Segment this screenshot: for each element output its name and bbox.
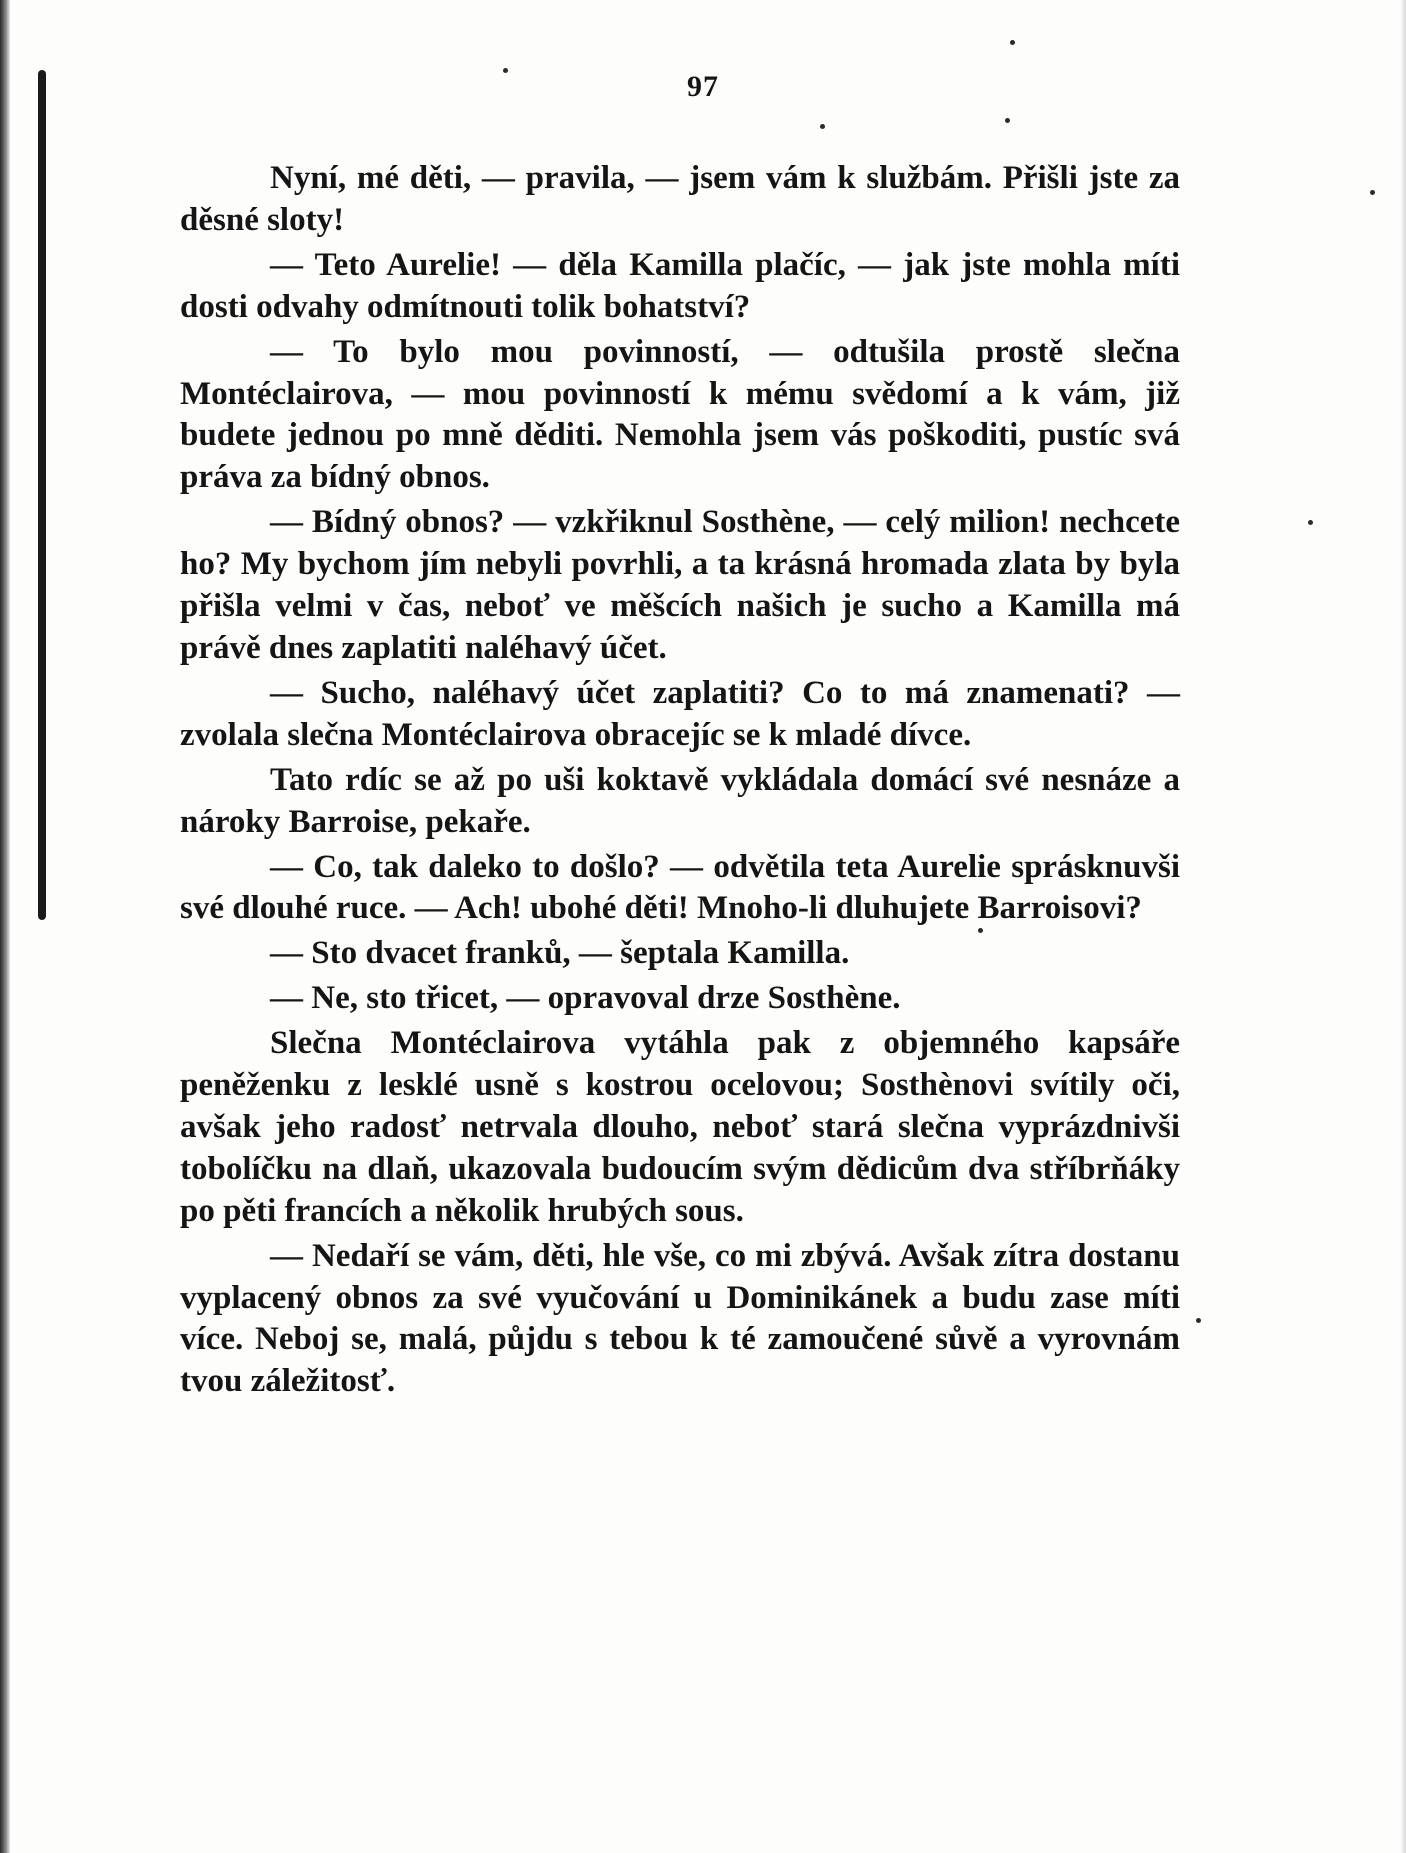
binding-shadow [38, 70, 46, 920]
page-number: 97 [687, 70, 719, 103]
paragraph: — To bylo mou povinností, — odtušila prostě slečna Montéclairova, — mou povinností k mému svědomí a k vám, již budete jednou po mně děditi. Nemohla jsem vás poškoditi, pustíc svá práva za bídný obnos. [180, 333, 1180, 496]
print-speck [1005, 118, 1010, 123]
print-speck [1308, 520, 1313, 525]
paragraph: — Nedaří se vám, děti, hle vše, co mi zbývá. Avšak zítra dostanu vyplacený obnos za své vyučování u Dominikánek a budu zase míti více. Neboj se, malá, půjdu s tebou k té zamoučené sůvě a vyrovnám tvou záležitosť. [180, 1237, 1180, 1400]
paragraph: — Co, tak daleko to došlo? — odvětila teta Aurelie sprásknuvši své dlouhé ruce. — Ach! ubohé děti! Mnoho-li dluhujete Barroisovi? [180, 848, 1180, 927]
page-left-edge [0, 0, 10, 1853]
paragraph: — Sucho, naléhavý účet zaplatiti? Co to má znamenati? — zvolala slečna Montéclairova obracejíc se k mladé dívce. [180, 674, 1180, 753]
paragraph: Slečna Montéclairova vytáhla pak z objemného kapsáře peněženku z lesklé usně s kostrou ocelovou; Sosthènovi svítily oči, avšak jeho radosť netrvala dlouho, neboť stará slečna vyprázdnivši tobolíčku na dlaň, ukazovala budoucím svým dědicům dva stříbrňáky po pěti francích a několik hrubých sous. [180, 1025, 1180, 1229]
page-right-edge [1400, 0, 1406, 1853]
print-speck [1010, 40, 1015, 45]
print-speck [1370, 190, 1375, 195]
body-text [180, 158, 1180, 1406]
print-speck [820, 124, 825, 129]
paragraph: — Sto dvacet franků, — šeptala Kamilla. [270, 935, 850, 972]
paragraph: — Bídný obnos? — vzkřiknul Sosthène, — celý milion! nechcete ho? My bychom jím nebyli povrhli, a ta krásná hromada zlata by byla přišla velmi v čas, neboť ve měšcích našich je sucho a Kamilla má právě dnes zaplatiti naléhavý účet. [180, 504, 1180, 666]
paragraph: — Teto Aurelie! — děla Kamilla plačíc, — jak jste mohla míti dosti odvahy odmítnouti tolik bohatství? [180, 246, 1180, 325]
paragraph: Tato rdíc se až po uši koktavě vykládala domácí své nesnáze a nároky Barroise, pekaře. [180, 761, 1180, 840]
print-speck [1196, 1318, 1201, 1323]
paragraph: — Ne, sto třicet, — opravoval drze Sosthène. [270, 980, 901, 1017]
paragraph: Nyní, mé děti, — pravila, — jsem vám k službám. Přišli jste za děsné sloty! [180, 160, 1180, 238]
